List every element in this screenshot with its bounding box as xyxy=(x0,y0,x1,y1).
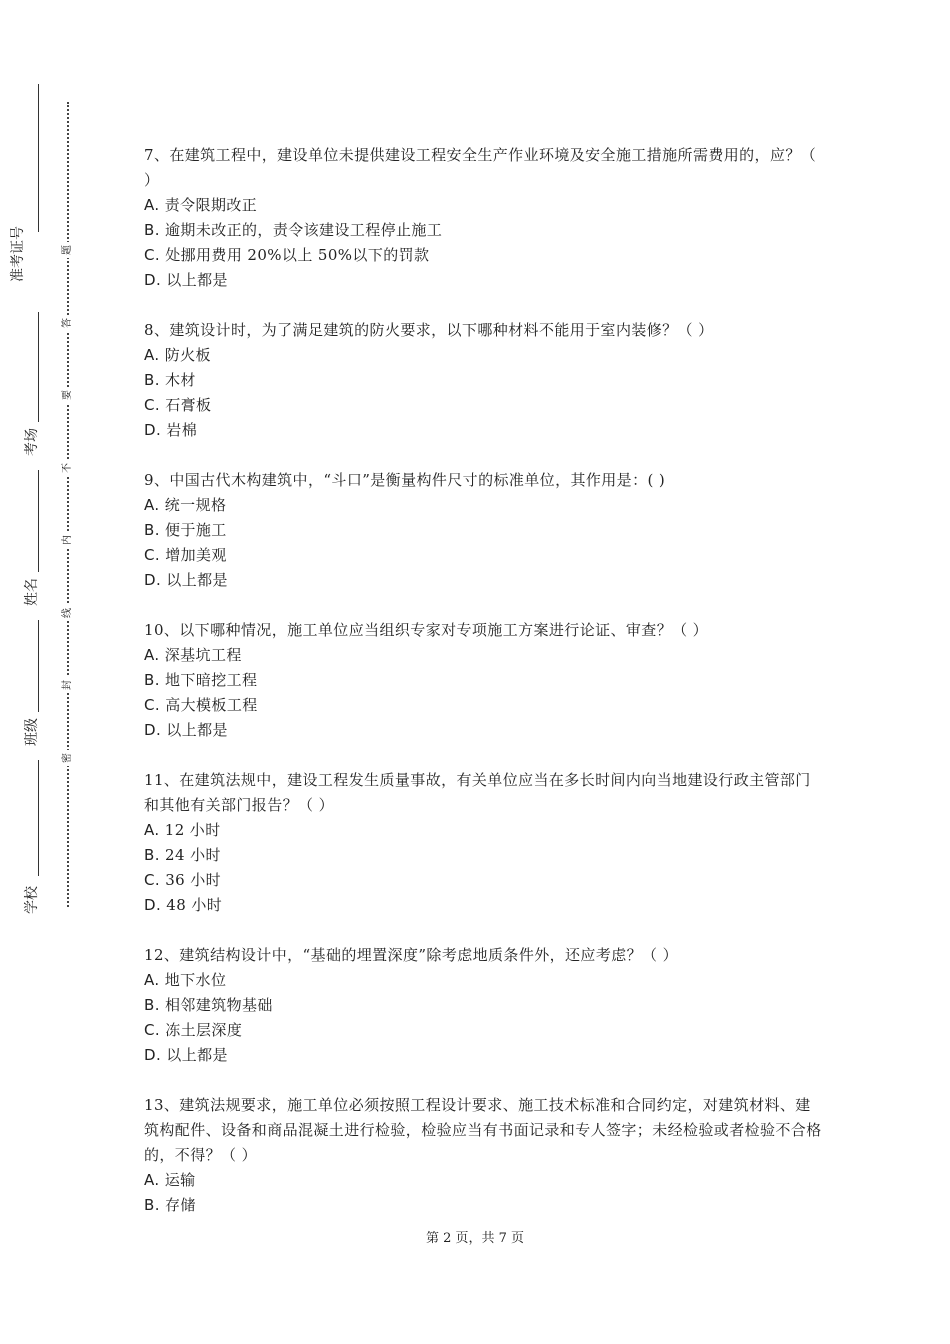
field-underline xyxy=(38,760,39,876)
seal-char: 要 xyxy=(60,387,76,403)
binding-margin xyxy=(0,0,110,1344)
option-text: 24 小时 xyxy=(165,846,221,864)
option-text: 石膏板 xyxy=(165,396,212,414)
option-letter: A. xyxy=(144,196,160,214)
option-text: 处挪用费用 20%以上 50%以下的罚款 xyxy=(165,246,430,264)
option-text: 统一规格 xyxy=(164,496,227,514)
option-letter: C. xyxy=(144,1021,161,1039)
option-letter: A. xyxy=(144,971,160,989)
field-underline xyxy=(38,620,39,712)
option-letter: D. xyxy=(144,271,162,289)
option-a xyxy=(144,643,824,668)
student-info-fields xyxy=(10,84,48,926)
option-text: 深基坑工程 xyxy=(164,646,242,664)
option-text: 12 小时 xyxy=(164,821,221,839)
option-c xyxy=(144,393,824,418)
option-text: 48 小时 xyxy=(166,896,223,914)
option-letter: A. xyxy=(144,646,160,664)
option-letter: B. xyxy=(144,846,160,864)
option-d xyxy=(144,893,824,918)
option-letter: A. xyxy=(144,346,160,364)
option-text: 岩棉 xyxy=(166,421,198,439)
option-c xyxy=(144,243,824,268)
option-c xyxy=(144,693,824,718)
option-text: 以上都是 xyxy=(166,721,228,739)
option-text: 责令限期改正 xyxy=(164,196,258,214)
option-text: 冻土层深度 xyxy=(165,1021,243,1039)
option-b xyxy=(144,668,824,693)
option-text: 地下暗挖工程 xyxy=(165,671,258,689)
question-text: 9、中国古代木构建筑中，“斗口”是衡量构件尺寸的标准单位，其作用是：( ) xyxy=(144,471,666,489)
question-text: 13、建筑法规要求，施工单位必须按照工程设计要求、施工技术标准和合同约定，对建筑材料、建筑构配件、设备和商品混凝土进行检验，检验应当有书面记录和专人签字；未经检验或者检验不合格的，不得？（ ） xyxy=(144,1096,822,1164)
option-a xyxy=(144,968,824,993)
seal-char: 内 xyxy=(60,532,76,548)
option-text: 木材 xyxy=(165,371,196,389)
option-b xyxy=(144,1193,824,1218)
field-label-school: 学校 xyxy=(24,886,40,914)
option-d xyxy=(144,418,824,443)
option-letter: B. xyxy=(144,221,160,239)
option-d xyxy=(144,718,824,743)
option-text: 以上都是 xyxy=(166,271,228,289)
option-b xyxy=(144,843,824,868)
option-c xyxy=(144,543,824,568)
field-label-class: 班级 xyxy=(24,718,40,746)
option-letter: B. xyxy=(144,996,160,1014)
question-11 xyxy=(144,768,824,918)
option-letter: C. xyxy=(144,546,161,564)
option-a xyxy=(144,343,824,368)
seal-dotted-line xyxy=(67,102,69,907)
field-underline xyxy=(38,312,39,422)
option-letter: B. xyxy=(144,671,160,689)
field-label-name: 姓名 xyxy=(24,578,40,606)
seal-char: 题 xyxy=(60,242,76,258)
question-7 xyxy=(144,143,824,293)
page-footer: 第 2 页，共 7 页 xyxy=(425,1231,525,1246)
option-a xyxy=(144,193,824,218)
seal-char: 密 xyxy=(60,750,76,766)
option-letter: D. xyxy=(144,721,162,739)
seal-line xyxy=(58,102,78,907)
option-letter: C. xyxy=(144,396,161,414)
question-12 xyxy=(144,943,824,1068)
option-text: 增加美观 xyxy=(165,546,227,564)
option-text: 地下水位 xyxy=(164,971,227,989)
option-c xyxy=(144,1018,824,1043)
seal-char: 线 xyxy=(60,605,76,621)
option-letter: B. xyxy=(144,371,160,389)
question-text: 10、以下哪种情况，施工单位应当组织专家对专项施工方案进行论证、审查？（ ） xyxy=(144,621,709,639)
seal-char: 答 xyxy=(60,315,76,331)
option-letter: A. xyxy=(144,496,160,514)
option-letter: C. xyxy=(144,246,161,264)
option-a xyxy=(144,818,824,843)
option-letter: B. xyxy=(144,1196,160,1214)
option-text: 以上都是 xyxy=(166,571,228,589)
option-text: 运输 xyxy=(164,1171,196,1189)
option-letter: D. xyxy=(144,571,162,589)
option-text: 逾期未改正的，责令该建设工程停止施工 xyxy=(165,221,443,239)
option-letter: D. xyxy=(144,421,162,439)
field-underline xyxy=(38,84,39,232)
option-d xyxy=(144,268,824,293)
option-letter: B. xyxy=(144,521,160,539)
question-text: 12、建筑结构设计中，“基础的埋置深度”除考虑地质条件外，还应考虑？（ ） xyxy=(144,946,678,964)
option-letter: A. xyxy=(144,1171,160,1189)
field-label-exam-room: 考场 xyxy=(24,428,40,456)
question-8 xyxy=(144,318,824,443)
option-a xyxy=(144,493,824,518)
option-b xyxy=(144,218,824,243)
option-text: 防火板 xyxy=(164,346,211,364)
option-text: 便于施工 xyxy=(165,521,227,539)
question-text: 11、在建筑法规中，建设工程发生质量事故，有关单位应当在多长时间内向当地建设行政主管部门和其他有关部门报告？（ ） xyxy=(144,771,811,814)
option-text: 存储 xyxy=(165,1196,196,1214)
seal-char: 封 xyxy=(60,677,76,693)
question-13 xyxy=(144,1093,824,1218)
field-label-exam-id: 准考证号 xyxy=(10,226,26,282)
field-underline xyxy=(38,470,39,572)
option-letter: C. xyxy=(144,696,161,714)
option-letter: A. xyxy=(144,821,160,839)
question-9 xyxy=(144,468,824,593)
option-a xyxy=(144,1168,824,1193)
option-b xyxy=(144,518,824,543)
option-letter: C. xyxy=(144,871,161,889)
option-text: 高大模板工程 xyxy=(165,696,258,714)
option-letter: D. xyxy=(144,896,162,914)
seal-char: 不 xyxy=(60,460,76,476)
option-text: 以上都是 xyxy=(166,1046,228,1064)
question-list xyxy=(144,143,824,1243)
question-text: 7、在建筑工程中，建设单位未提供建设工程安全生产作业环境及安全施工措施所需费用的，应？（ ） xyxy=(144,146,817,189)
option-text: 36 小时 xyxy=(165,871,222,889)
question-10 xyxy=(144,618,824,743)
option-d xyxy=(144,1043,824,1068)
option-c xyxy=(144,868,824,893)
option-b xyxy=(144,368,824,393)
option-d xyxy=(144,568,824,593)
question-text: 8、建筑设计时，为了满足建筑的防火要求，以下哪种材料不能用于室内装修？（ ） xyxy=(144,321,714,339)
option-letter: D. xyxy=(144,1046,162,1064)
option-text: 相邻建筑物基础 xyxy=(165,996,273,1014)
option-b xyxy=(144,993,824,1018)
